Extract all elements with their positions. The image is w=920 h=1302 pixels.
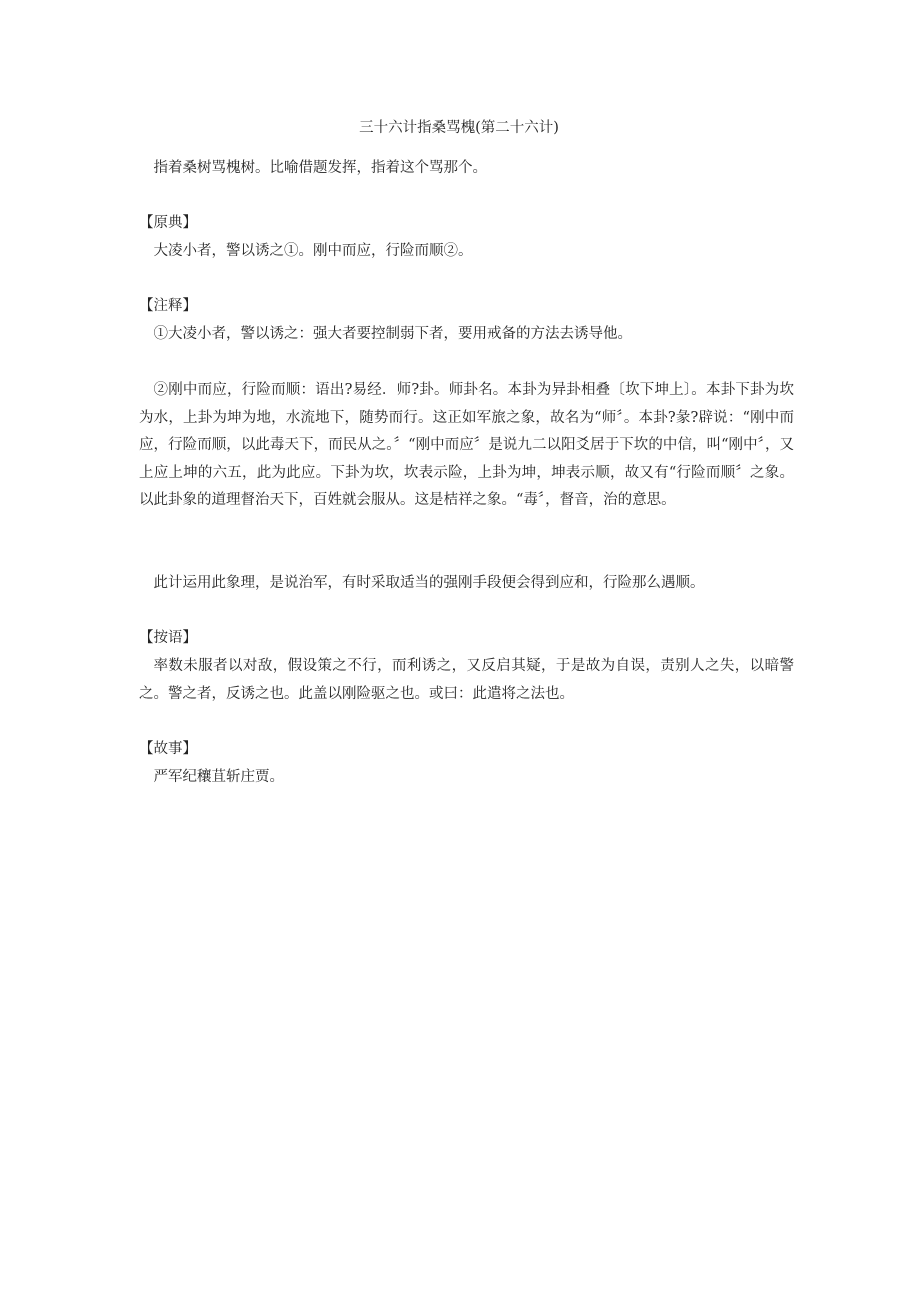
section-heading-notes: 【注释】 [139, 298, 197, 314]
commentary-text: 率数未服者以对敌，假设策之不行，而利诱之，又反启其疑，于是故为自误，责别人之失，以暗警之。警之者，反诱之也。此盖以刚险驱之也。或曰：此遣将之法也。 [139, 658, 794, 702]
story-text: 严军纪穰苴斩庄贾。 [153, 769, 284, 785]
note-1: ①大凌小者，警以诱之：强大者要控制弱下者，要用戒备的方法去诱导他。 [153, 326, 632, 342]
notes-summary: 此计运用此象理，是说治军，有时采取适当的强刚手段便会得到应和，行险那么遇顺。 [153, 575, 705, 591]
intro-paragraph: 指着桑树骂槐树。比喻借题发挥，指着这个骂那个。 [153, 160, 487, 176]
section-heading-commentary: 【按语】 [139, 630, 197, 646]
original-text: 大凌小者，警以诱之①。刚中而应，行险而顺②。 [153, 243, 473, 259]
note-2: ②刚中而应，行险而顺：语出?易经．师?卦。师卦名。本卦为异卦相叠〔坎下坤上〕。本卦下卦为坎为水，上卦为坤为地，水流地下，随势而行。这正如军旅之象，故名为“师〞。本卦?彖?辟说：“刚中而应，行险而顺，以此毒天下，而民从之。〞“刚中而应〞是说九二以阳爻居于下坎的中信，叫“刚中〞，又上应上坤的六五，此为此应。下卦为坎，坎表示险，上卦为坤，坤表示顺，故又有“行险而顺〞之象。以此卦象的道理督治天下，百姓就会服从。这是桔祥之象。“毒〞，督音，治的意思。 [139, 382, 794, 508]
section-heading-story: 【故事】 [139, 741, 197, 757]
section-heading-original: 【原典】 [139, 215, 197, 231]
page-title: 三十六计指桑骂槐(第二十六计) [359, 120, 559, 136]
